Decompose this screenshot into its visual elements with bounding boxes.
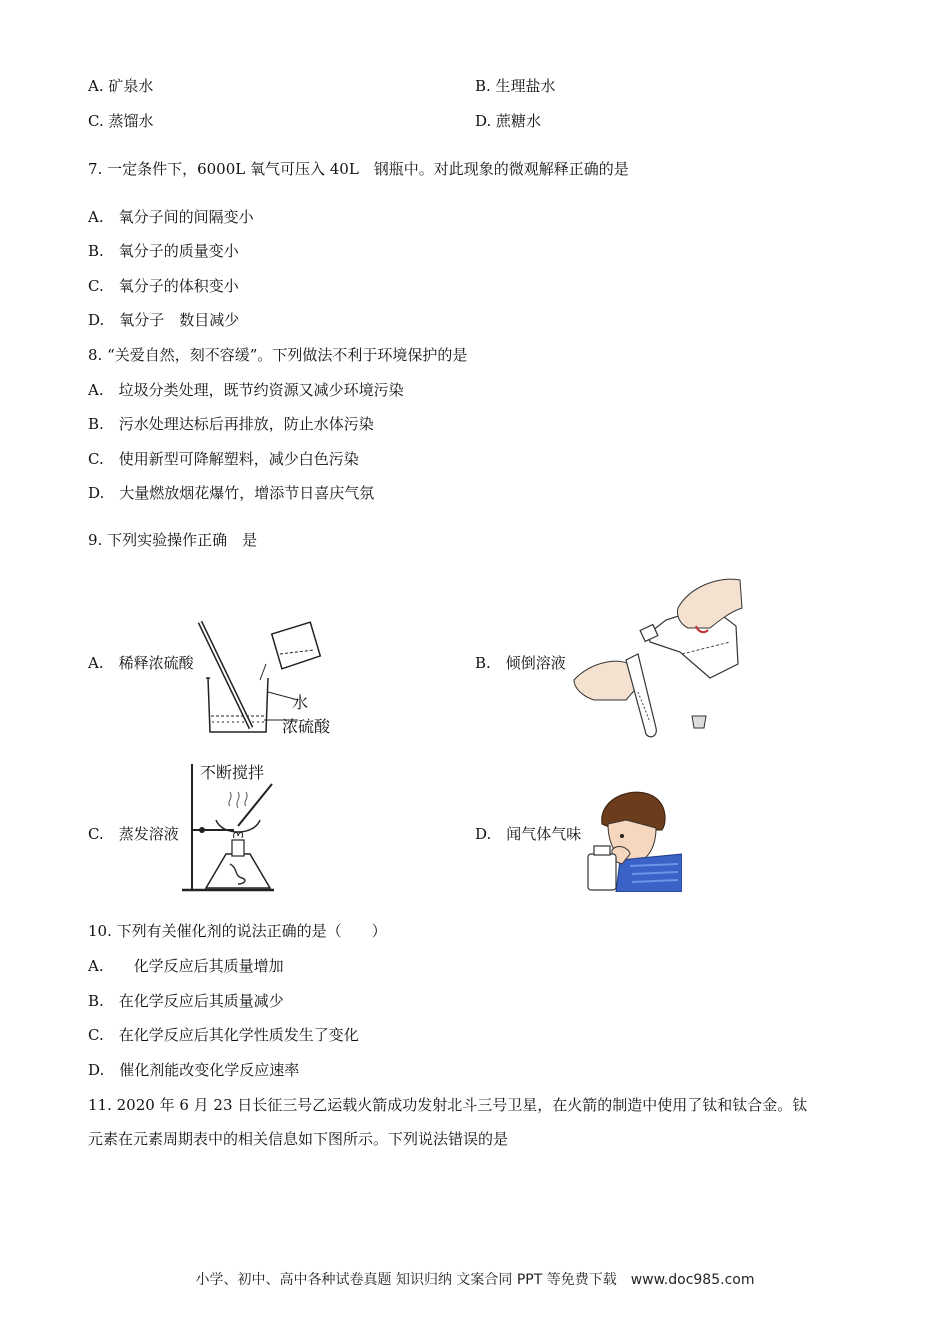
q10-option-c: C. 在化学反应后其化学性质发生了变化: [88, 1026, 359, 1044]
q9-option-c: C. 蒸发溶液: [88, 825, 179, 843]
figure-label-water: 水: [292, 693, 309, 712]
q7-option-b: B. 氧分子的质量变小: [88, 242, 239, 260]
figure-label-acid: 浓硫酸: [282, 717, 331, 736]
page-footer: 小学、初中、高中各种试卷真题 知识归纳 文案合同 PPT 等免费下载 www.doc985.com: [195, 1272, 755, 1288]
q11-stem-line2: 元素在元素周期表中的相关信息如下图所示。下列说法错误的是: [88, 1130, 509, 1148]
figure-pour-solution: [570, 572, 750, 742]
q9-option-b: B. 倾倒溶液: [475, 654, 566, 672]
q10-option-a: A. 化学反应后其质量增加: [88, 957, 284, 975]
q8-option-b: B. 污水处理达标后再排放，防止水体污染: [88, 415, 374, 433]
q8-option-a: A. 垃圾分类处理，既节约资源又减少环境污染: [88, 381, 404, 399]
q8-option-c: C. 使用新型可降解塑料，减少白色污染: [88, 450, 359, 468]
q6-option-b: B. 生理盐水: [475, 77, 556, 95]
q10-option-d: D. 催化剂能改变化学反应速率: [88, 1061, 300, 1079]
q9-option-d: D. 闻气体气味: [475, 825, 582, 843]
q6-option-c: C. 蒸馏水: [88, 112, 154, 130]
q9-option-a: A. 稀释浓硫酸: [88, 654, 194, 672]
figure-label-stir: 不断搅拌: [200, 760, 264, 783]
q10-stem: 10. 下列有关催化剂的说法正确的是（ ）: [88, 922, 387, 940]
figure-evaporation: [178, 758, 278, 896]
figure-smell-gas: [586, 784, 682, 892]
figure-dilute-acid: [196, 620, 346, 740]
q11-stem-line1: 11. 2020 年 6 月 23 日长征三号乙运载火箭成功发射北斗三号卫星，在火箭的制造中使用了钛和钛合金。钛: [88, 1096, 808, 1114]
q8-stem: 8. “关爱自然，刻不容缓”。下列做法不利于环境保护的是: [88, 346, 468, 364]
q7-stem: 7. 一定条件下，6000L 氧气可压入 40L 钢瓶中。对此现象的微观解释正确的是: [88, 160, 629, 178]
q10-option-b: B. 在化学反应后其质量减少: [88, 992, 284, 1010]
q7-option-c: C. 氧分子的体积变小: [88, 277, 239, 295]
q6-option-d: D. 蔗糖水: [475, 112, 542, 130]
q8-option-d: D. 大量燃放烟花爆竹，增添节日喜庆气氛: [88, 484, 375, 502]
q9-stem: 9. 下列实验操作正确 是: [88, 531, 258, 549]
q7-option-d: D. 氧分子 数目减少: [88, 311, 240, 329]
q6-option-a: A. 矿泉水: [88, 77, 154, 95]
q7-option-a: A. 氧分子间的间隔变小: [88, 208, 254, 226]
